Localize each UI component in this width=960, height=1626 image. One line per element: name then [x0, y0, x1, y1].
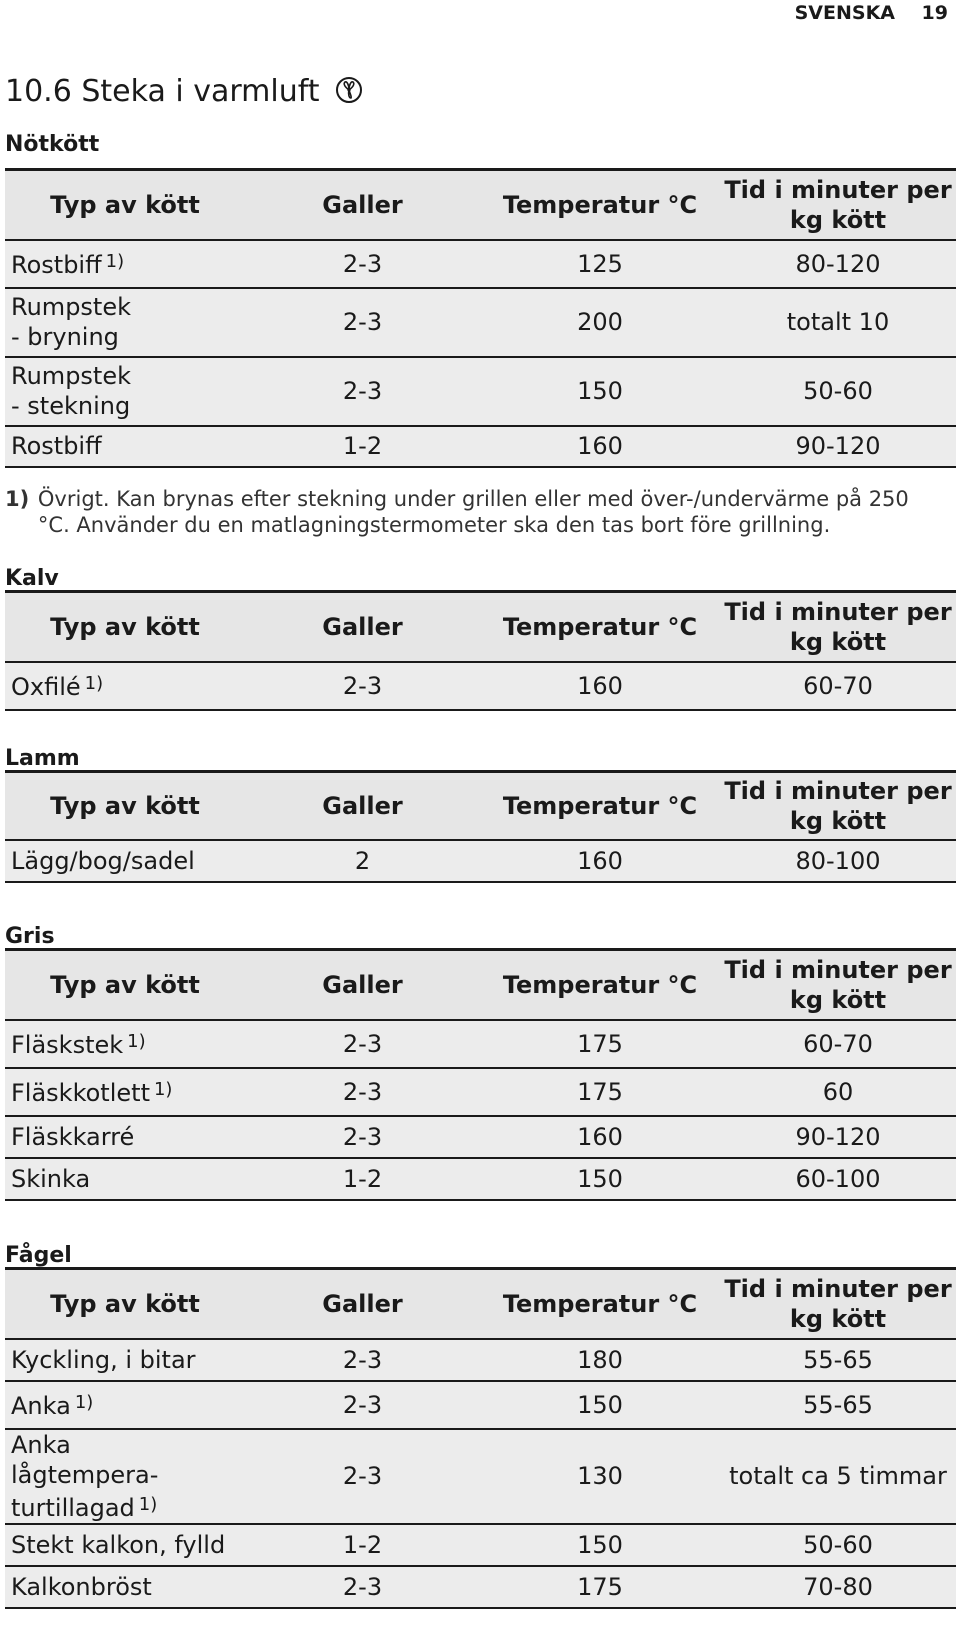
- table-row: [5, 1339, 956, 1381]
- cell-time: 80-120: [720, 240, 956, 288]
- cell-temp: 175: [480, 1068, 720, 1116]
- cell-name: Rumpstek - stekning: [5, 357, 245, 426]
- section-title: Nötkött: [5, 132, 100, 157]
- footnote: [5, 486, 918, 538]
- cell-galler: 2-3: [245, 662, 480, 710]
- section-title: Gris: [5, 924, 55, 949]
- cell-name: Stekt kalkon, fylld: [5, 1524, 245, 1566]
- page-title: [5, 70, 363, 114]
- cell-temp: 175: [480, 1566, 720, 1608]
- cell-time: totalt ca 5 timmar: [720, 1429, 956, 1524]
- cell-temp: 150: [480, 1158, 720, 1200]
- cell-galler: 2-3: [245, 240, 480, 288]
- cell-name: Oxfilé $^{1)}$: [5, 662, 245, 710]
- cell-name: Anka $^{1)}$: [5, 1381, 245, 1429]
- section-title: Lamm: [5, 746, 80, 771]
- cell-temp: 130: [480, 1429, 720, 1524]
- col-header-galler: Galler: [245, 592, 480, 662]
- table-header-row: [5, 1269, 956, 1339]
- cell-galler: 1-2: [245, 426, 480, 467]
- table-kalv: [5, 590, 956, 711]
- fan-icon: [335, 76, 363, 104]
- table-row: [5, 1020, 956, 1068]
- table-fagel: [5, 1267, 956, 1609]
- cell-galler: 2-3: [245, 1116, 480, 1158]
- cell-time: 90-120: [720, 1116, 956, 1158]
- table-row: [5, 1068, 956, 1116]
- cell-name: Fläskkarré: [5, 1116, 245, 1158]
- col-header-galler: Galler: [245, 950, 480, 1020]
- table-row: [5, 357, 956, 426]
- header-language: SVENSKA: [794, 2, 895, 24]
- footnote-text: Övrigt. Kan brynas efter stekning under grillen eller med över-/undervärme på 250 °C. Använder du en matlagningstermometer ska den tas bort före grillning.: [37, 487, 909, 537]
- footnote-marker: 1): [5, 487, 30, 511]
- table-row: [5, 1429, 956, 1524]
- cell-time: 80-100: [720, 840, 956, 882]
- table-row: [5, 662, 956, 710]
- col-header-temp: Temperatur °C: [480, 772, 720, 840]
- cell-galler: 2-3: [245, 288, 480, 357]
- table-row: [5, 1381, 956, 1429]
- table-header-row: [5, 170, 956, 240]
- cell-time: 70-80: [720, 1566, 956, 1608]
- table-row: [5, 840, 956, 882]
- col-header-time: Tid i minuter per kg kött: [720, 772, 956, 840]
- col-header-temp: Temperatur °C: [480, 1269, 720, 1339]
- cell-name: Rumpstek - bryning: [5, 288, 245, 357]
- col-header-type: Typ av kött: [5, 592, 245, 662]
- table-row: [5, 426, 956, 467]
- cell-temp: 175: [480, 1020, 720, 1068]
- cell-name: Fläskkotlett $^{1)}$: [5, 1068, 245, 1116]
- cell-time: 60-70: [720, 662, 956, 710]
- table-header-row: [5, 950, 956, 1020]
- cell-temp: 200: [480, 288, 720, 357]
- cell-time: 55-65: [720, 1339, 956, 1381]
- cell-time: 50-60: [720, 357, 956, 426]
- table-row: [5, 288, 956, 357]
- cell-temp: 160: [480, 1116, 720, 1158]
- table-header-row: [5, 772, 956, 840]
- table-lamm: [5, 770, 956, 883]
- cell-galler: 1-2: [245, 1524, 480, 1566]
- col-header-galler: Galler: [245, 170, 480, 240]
- cell-name: Lägg/bog/sadel: [5, 840, 245, 882]
- cell-galler: 2-3: [245, 1566, 480, 1608]
- col-header-temp: Temperatur °C: [480, 170, 720, 240]
- col-header-time: Tid i minuter per kg kött: [720, 592, 956, 662]
- cell-temp: 150: [480, 1381, 720, 1429]
- col-header-temp: Temperatur °C: [480, 592, 720, 662]
- table-notkott: [5, 168, 956, 468]
- cell-time: totalt 10: [720, 288, 956, 357]
- cell-temp: 160: [480, 426, 720, 467]
- cell-name: Fläskstek $^{1)}$: [5, 1020, 245, 1068]
- cell-name: Rostbiff: [5, 426, 245, 467]
- cell-name: Kyckling, i bitar: [5, 1339, 245, 1381]
- cell-galler: 2-3: [245, 1381, 480, 1429]
- cell-temp: 125: [480, 240, 720, 288]
- col-header-type: Typ av kött: [5, 170, 245, 240]
- cell-name: Rostbiff $^{1)}$: [5, 240, 245, 288]
- cell-galler: 2-3: [245, 1429, 480, 1524]
- cell-galler: 2-3: [245, 1068, 480, 1116]
- cell-name: Skinka: [5, 1158, 245, 1200]
- cell-time: 60-70: [720, 1020, 956, 1068]
- cell-temp: 150: [480, 1524, 720, 1566]
- cell-time: 60-100: [720, 1158, 956, 1200]
- cell-galler: 1-2: [245, 1158, 480, 1200]
- col-header-type: Typ av kött: [5, 950, 245, 1020]
- section-title: Kalv: [5, 566, 59, 591]
- cell-temp: 160: [480, 840, 720, 882]
- cell-galler: 2: [245, 840, 480, 882]
- table-row: [5, 240, 956, 288]
- cell-time: 50-60: [720, 1524, 956, 1566]
- col-header-galler: Galler: [245, 1269, 480, 1339]
- cell-time: 90-120: [720, 426, 956, 467]
- table-gris: [5, 948, 956, 1201]
- cell-name: Anka lågtempera- turtillagad $^{1)}$: [5, 1429, 245, 1524]
- col-header-galler: Galler: [245, 772, 480, 840]
- cell-name: Kalkonbröst: [5, 1566, 245, 1608]
- col-header-type: Typ av kött: [5, 772, 245, 840]
- cell-time: 60: [720, 1068, 956, 1116]
- cell-temp: 160: [480, 662, 720, 710]
- col-header-temp: Temperatur °C: [480, 950, 720, 1020]
- table-header-row: [5, 592, 956, 662]
- page-number: 19: [921, 2, 948, 24]
- table-row: [5, 1158, 956, 1200]
- cell-galler: 2-3: [245, 1020, 480, 1068]
- col-header-time: Tid i minuter per kg kött: [720, 1269, 956, 1339]
- section-title: Fågel: [5, 1243, 72, 1268]
- col-header-time: Tid i minuter per kg kött: [720, 950, 956, 1020]
- cell-galler: 2-3: [245, 1339, 480, 1381]
- table-row: [5, 1524, 956, 1566]
- col-header-type: Typ av kött: [5, 1269, 245, 1339]
- table-row: [5, 1116, 956, 1158]
- table-row: [5, 1566, 956, 1608]
- cell-time: 55-65: [720, 1381, 956, 1429]
- cell-temp: 180: [480, 1339, 720, 1381]
- page-title-text: 10.6 Steka i varmluft: [5, 74, 320, 109]
- cell-galler: 2-3: [245, 357, 480, 426]
- cell-temp: 150: [480, 357, 720, 426]
- col-header-time: Tid i minuter per kg kött: [720, 170, 956, 240]
